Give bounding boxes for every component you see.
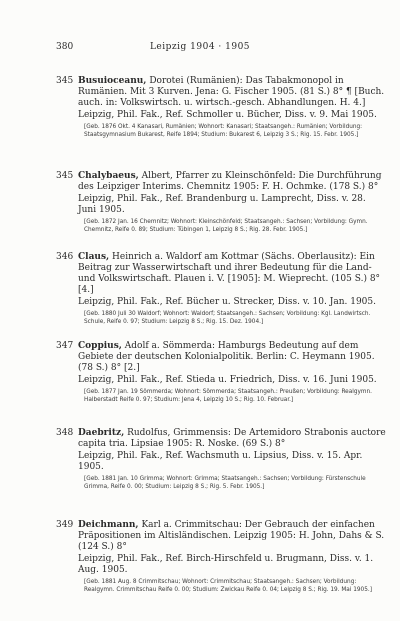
entry-number: 349 — [56, 520, 74, 530]
dissertation-entry — [56, 171, 386, 234]
entry-publication: Leipzig, Phil. Fak., Ref. Brandenburg u. Lamprecht, Diss. v. 28. Juni 1905. — [78, 194, 366, 215]
dissertation-entry — [56, 252, 386, 326]
entry-title: Albert, Pfarrer zu Kleinschönfeld: Die Durchführung des Leipziger Interims. Chemnitz 1905: F. H. Ochmke. (178 S.) 8° — [78, 171, 382, 192]
author-name: Coppius, — [78, 341, 122, 351]
author-name: Daebritz, — [78, 428, 125, 438]
page-number: 380 — [56, 42, 74, 52]
entry-title: Rudolfus, Grimmensis: De Artemidoro Strabonis auctore capita tria. Lipsiae 1905: R. Noske. (69 S.) 8° — [78, 428, 386, 449]
author-name: Deichmann, — [78, 520, 139, 530]
entry-publication: Leipzig, Phil. Fak., Ref. Stieda u. Friedrich, Diss. v. 16. Juni 1905. — [78, 375, 377, 385]
entry-vita: [Geb. 1876 Okt. 4 Kanasari, Rumänien; Wohnort: Kanasari; Staatsangeh.: Rumänien; Vorbildung: Staatsgymnasium Bukarest, Reife 1894; Studium: Bukarest 6, Leipzig 3 S.; Rig. 15. Febr. 1905.] — [84, 122, 363, 138]
author-name: Claus, — [78, 252, 110, 262]
entry-publication: Leipzig, Phil. Fak., Ref. Wachsmuth u. Lipsius, Diss. v. 15. Apr. 1905. — [78, 451, 363, 472]
page-header — [0, 40, 400, 54]
dissertation-entry — [56, 520, 386, 594]
entry-number: 347 — [56, 341, 74, 351]
entry-vita: [Geb. 1880 Juli 30 Waldorf; Wohnort: Waldorf; Staatsangeh.: Sachsen; Vorbildung: Kgl. Landwirtsch. Schule, Reife 0. 97; Studium: Leipzig 8 S.; Rig. 15. Dez. 1904.] — [84, 309, 371, 325]
entry-vita: [Geb. 1881 Jan. 10 Grimma; Wohnort: Grimma; Staatsangeh.: Sachsen; Vorbildung: Fürstenschule Grimma, Reife 0. 00; Studium: Leipzig 8 S.; Rig. 5. Febr. 1905.] — [84, 474, 366, 490]
entry-publication: Leipzig, Phil. Fak., Ref. Schmoller u. Bücher, Diss. v. 9. Mai 1905. — [78, 110, 377, 120]
entry-number: 345 — [56, 171, 74, 181]
entry-vita: [Geb. 1881 Aug. 8 Crimmitschau; Wohnort: Crimmitschau; Staatsangeh.: Sachsen; Vorbildung: Realgymn. Crimmitschau Reife 0. 00; Studium: Zwickau Reife 0. 04; Leipzig 8 S.; Rig. 19. Mai 1905.] — [84, 577, 372, 593]
entry-title: Karl a. Crimmitschau: Der Gebrauch der einfachen Präpositionen im Altisländischen. Leipzig 1905: H. John, Dahs & S. (124 S.) 8° — [78, 520, 385, 552]
running-head: Leipzig 1904 · 1905 — [149, 42, 251, 52]
entry-number: 348 — [56, 428, 74, 438]
entry-publication: Leipzig, Phil. Fak., Ref. Bücher u. Strecker, Diss. v. 10. Jan. 1905. — [78, 297, 376, 307]
entry-vita: [Geb. 1872 Jan. 16 Chemnitz; Wohnort: Kleinschönfeld; Staatsangeh.: Sachsen; Vorbildung: Gymn. Chemnitz, Reife 0. 89; Studium: Tübingen 1, Leipzig 8 S.; Rig. 28. Febr. 1905.] — [84, 217, 368, 233]
dissertation-entry — [56, 428, 386, 491]
entry-title: Dorotei (Rumänien): Das Tabakmonopol in Rumänien. Mit 3 Kurven. Jena: G. Fischer 1905. (81 S.) 8° ¶ [Buch. auch. in: Volkswirtsch. u. wirtsch.-gesch. Abhandlungen. H. 4.] — [78, 76, 385, 108]
entry-title: Adolf a. Sömmerda: Hamburgs Bedeutung auf dem Gebiete der deutschen Kolonialpolitik. Berlin: C. Heymann 1905. (78 S.) 8° [2.] — [78, 341, 375, 373]
dissertation-entry — [56, 76, 386, 139]
entry-number: 346 — [56, 252, 74, 262]
author-name: Chalybaeus, — [78, 171, 139, 181]
dissertation-entry — [56, 341, 386, 404]
entry-title: Heinrich a. Waldorf am Kottmar (Sächs. Oberlausitz): Ein Beitrag zur Wasserwirtschaft und ihrer Bedeutung für die Land- und Volkswirtschaft. Plauen i. V. [1905]: M. Wieprecht. (105 S.) 8° [4.] — [78, 252, 381, 295]
entry-number: 345 — [56, 76, 74, 86]
author-name: Busuioceanu, — [78, 76, 147, 86]
entry-vita: [Geb. 1877 Jan. 19 Sömmerda; Wohnort: Sömmerda; Staatsangeh.: Preußen; Vorbildung: Realgymn. Halberstadt Reife 0. 97; Studium: Jena 4, Leipzig 10 S.; Rig. 10. Februar.] — [84, 387, 372, 403]
entry-publication: Leipzig, Phil. Fak., Ref. Birch-Hirschfeld u. Brugmann, Diss. v. 1. Aug. 1905. — [78, 554, 374, 575]
